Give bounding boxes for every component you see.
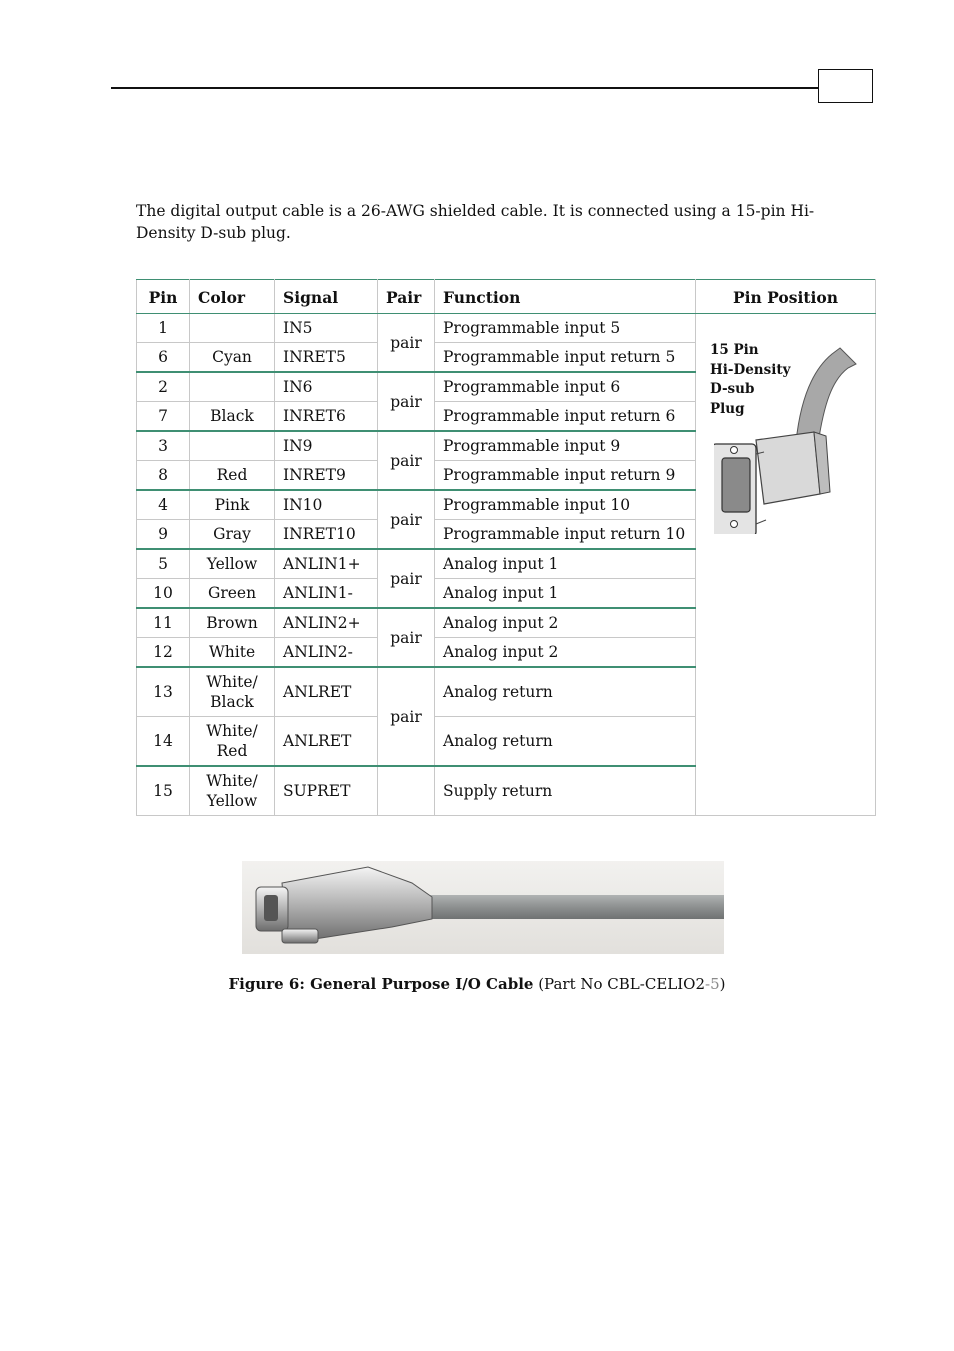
plug-label-line: Plug bbox=[710, 400, 745, 417]
caption-close: ) bbox=[719, 975, 726, 993]
signal-cell: ANLRET bbox=[275, 667, 378, 717]
function-cell: Analog input 1 bbox=[435, 549, 696, 579]
color-line: White/ bbox=[206, 722, 258, 740]
pin-cell: 10 bbox=[137, 579, 190, 609]
page-number-box bbox=[818, 69, 873, 103]
color-cell bbox=[190, 766, 275, 816]
signal-cell: ANLIN1+ bbox=[275, 549, 378, 579]
signal-cell: INRET6 bbox=[275, 402, 378, 432]
caption-part-prefix: (Part No CBL-CELIO2 bbox=[533, 975, 705, 993]
dsub-plug-illustration bbox=[714, 344, 864, 534]
col-header-pin: Pin bbox=[137, 280, 190, 314]
pin-cell: 7 bbox=[137, 402, 190, 432]
function-cell: Programmable input return 9 bbox=[435, 461, 696, 491]
signal-cell: INRET5 bbox=[275, 343, 378, 373]
col-header-pin-position: Pin Position bbox=[696, 280, 876, 314]
pin-cell: 8 bbox=[137, 461, 190, 491]
function-cell: Analog input 1 bbox=[435, 579, 696, 609]
signal-cell: IN9 bbox=[275, 431, 378, 461]
pair-cell: pair bbox=[378, 608, 435, 667]
function-cell: Programmable input 9 bbox=[435, 431, 696, 461]
col-header-function: Function bbox=[435, 280, 696, 314]
color-line: Red bbox=[216, 742, 248, 760]
caption-part-suffix: -5 bbox=[705, 975, 720, 993]
signal-cell: SUPRET bbox=[275, 766, 378, 816]
cable-photo bbox=[242, 861, 724, 954]
pin-cell: 12 bbox=[137, 638, 190, 668]
color-cell: Cyan bbox=[190, 343, 275, 373]
pin-position-cell bbox=[696, 314, 876, 816]
color-line: Yellow bbox=[206, 792, 258, 810]
col-header-signal: Signal bbox=[275, 280, 378, 314]
header-rule bbox=[111, 87, 819, 89]
table-row bbox=[137, 314, 876, 343]
color-cell: Yellow bbox=[190, 549, 275, 579]
function-cell: Programmable input 5 bbox=[435, 314, 696, 343]
plug-label-line: Hi-Density bbox=[710, 361, 791, 378]
color-line: White/ bbox=[206, 673, 258, 691]
function-cell: Programmable input 10 bbox=[435, 490, 696, 520]
color-cell bbox=[190, 667, 275, 717]
color-line: Black bbox=[210, 693, 254, 711]
pin-cell: 9 bbox=[137, 520, 190, 550]
function-cell: Supply return bbox=[435, 766, 696, 816]
color-cell: Black bbox=[190, 402, 275, 432]
signal-cell: ANLIN2+ bbox=[275, 608, 378, 638]
signal-cell: ANLRET bbox=[275, 717, 378, 767]
plug-label-line: 15 Pin bbox=[710, 342, 759, 358]
pair-cell-empty bbox=[378, 766, 435, 816]
pinout-table bbox=[136, 279, 876, 816]
color-cell: Red bbox=[190, 461, 275, 491]
pair-cell: pair bbox=[378, 314, 435, 373]
signal-cell: INRET9 bbox=[275, 461, 378, 491]
pair-cell: pair bbox=[378, 372, 435, 431]
color-cell bbox=[190, 431, 275, 461]
color-cell: White bbox=[190, 638, 275, 668]
color-cell bbox=[190, 314, 275, 343]
function-cell: Analog input 2 bbox=[435, 638, 696, 668]
intro-paragraph: The digital output cable is a 26-AWG shielded cable. It is connected using a 15-pin Hi-Density D-sub plug. bbox=[136, 202, 815, 242]
col-header-color: Color bbox=[190, 280, 275, 314]
pair-cell: pair bbox=[378, 431, 435, 490]
color-cell bbox=[190, 372, 275, 402]
pair-cell: pair bbox=[378, 667, 435, 766]
pin-cell: 15 bbox=[137, 766, 190, 816]
pin-cell: 2 bbox=[137, 372, 190, 402]
color-cell: Gray bbox=[190, 520, 275, 550]
plug-label-line: D-sub bbox=[710, 381, 755, 397]
table-header-row bbox=[137, 280, 876, 314]
signal-cell: IN5 bbox=[275, 314, 378, 343]
color-cell: Brown bbox=[190, 608, 275, 638]
signal-cell: IN10 bbox=[275, 490, 378, 520]
color-cell bbox=[190, 717, 275, 767]
pin-cell: 5 bbox=[137, 549, 190, 579]
pin-cell: 3 bbox=[137, 431, 190, 461]
signal-cell: IN6 bbox=[275, 372, 378, 402]
pair-cell: pair bbox=[378, 549, 435, 608]
color-cell: Pink bbox=[190, 490, 275, 520]
col-header-pair: Pair bbox=[378, 280, 435, 314]
function-cell: Programmable input return 10 bbox=[435, 520, 696, 550]
function-cell: Programmable input return 6 bbox=[435, 402, 696, 432]
pin-cell: 13 bbox=[137, 667, 190, 717]
pin-cell: 14 bbox=[137, 717, 190, 767]
function-cell: Analog return bbox=[435, 667, 696, 717]
function-cell: Analog return bbox=[435, 717, 696, 767]
signal-cell: INRET10 bbox=[275, 520, 378, 550]
signal-cell: ANLIN1- bbox=[275, 579, 378, 609]
pair-cell: pair bbox=[378, 490, 435, 549]
pin-cell: 6 bbox=[137, 343, 190, 373]
pin-cell: 1 bbox=[137, 314, 190, 343]
figure-caption bbox=[0, 975, 954, 993]
pin-cell: 4 bbox=[137, 490, 190, 520]
signal-cell: ANLIN2- bbox=[275, 638, 378, 668]
function-cell: Programmable input return 5 bbox=[435, 343, 696, 373]
function-cell: Analog input 2 bbox=[435, 608, 696, 638]
color-cell: Green bbox=[190, 579, 275, 609]
caption-title: Figure 6: General Purpose I/O Cable bbox=[228, 975, 534, 993]
function-cell: Programmable input 6 bbox=[435, 372, 696, 402]
pin-cell: 11 bbox=[137, 608, 190, 638]
color-line: White/ bbox=[206, 772, 258, 790]
